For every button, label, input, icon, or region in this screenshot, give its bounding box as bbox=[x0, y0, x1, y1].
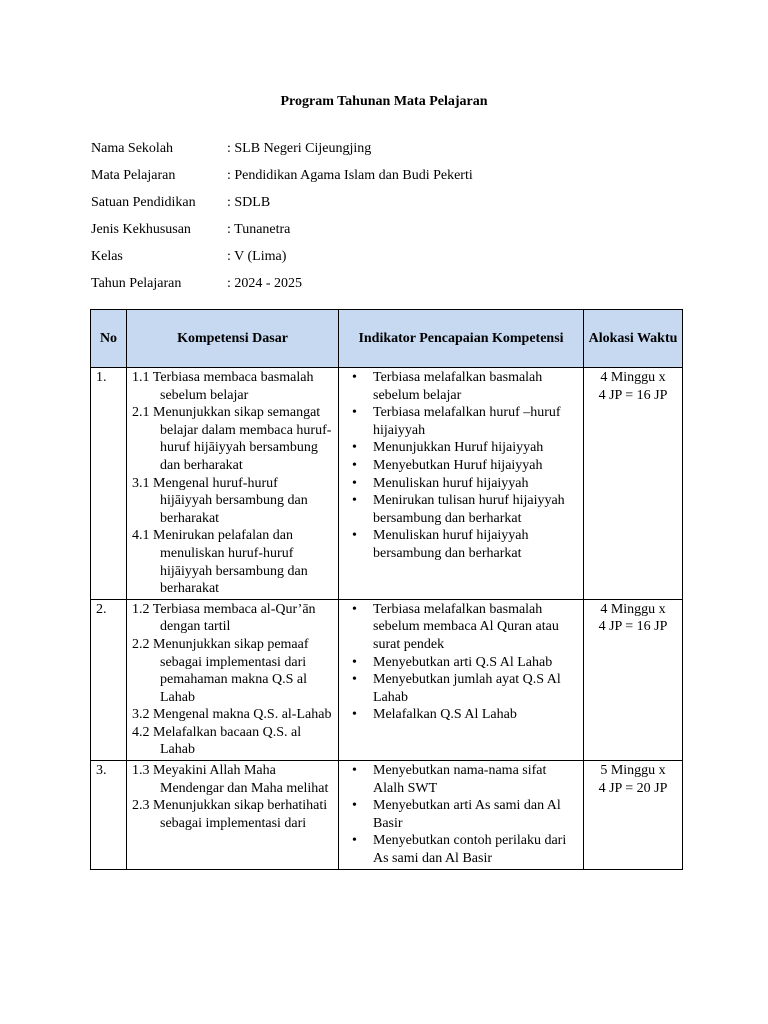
indikator-item: • Menyebutkan jumlah ayat Q.S Al Lahab bbox=[344, 671, 578, 706]
indikator-item: • Terbiasa melafalkan huruf –huruf hijaiyyah bbox=[344, 404, 578, 439]
kompetensi-dasar-cell bbox=[127, 599, 339, 760]
header-kompetensi-dasar: Kompetensi Dasar bbox=[127, 310, 339, 368]
kd-item: 4.1 Menirukan pelafalan dan menuliskan huruf-huruf hijāiyyah bersambung dan berharakat bbox=[132, 528, 308, 597]
kd-item: 3.1 Mengenal huruf-huruf hijāiyyah bersambung dan berharakat bbox=[132, 475, 308, 526]
info-value: : SLB Negeri Cijeungjing bbox=[227, 141, 372, 156]
kd-item: 2.1 Menunjukkan sikap semangat belajar dalam membaca huruf-huruf hijāiyyah bersambung dan berharakat bbox=[132, 405, 332, 473]
info-label: Mata Pelajaran bbox=[91, 168, 176, 183]
info-label: Jenis Kekhususan bbox=[91, 222, 191, 237]
table-row bbox=[91, 761, 683, 870]
indikator-item: • Melafalkan Q.S Al Lahab bbox=[344, 706, 578, 724]
indikator-item: • Menirukan tulisan huruf hijaiyyah bersambung dan berharkat bbox=[344, 492, 578, 527]
kd-item: 1.3 Meyakini Allah Maha Mendengar dan Maha melihat bbox=[132, 763, 329, 796]
indikator-cell bbox=[339, 368, 584, 600]
indikator-item: • Menuliskan huruf hijaiyyah bersambung dan berharkat bbox=[344, 527, 578, 562]
alokasi-line-2: 4 JP = 16 JP bbox=[598, 387, 668, 403]
alokasi-waktu-cell bbox=[584, 368, 683, 600]
row-number: 1. bbox=[91, 368, 127, 600]
kd-item: 2.2 Menunjukkan sikap pemaaf sebagai implementasi dari pemahaman makna Q.S al Lahab bbox=[132, 636, 309, 705]
school-info bbox=[91, 140, 473, 302]
row-number: 2. bbox=[91, 599, 127, 760]
info-value: : V (Lima) bbox=[227, 249, 287, 264]
info-row-jenis-kekhususan bbox=[91, 221, 473, 248]
page-title: Program Tahunan Mata Pelajaran bbox=[280, 94, 488, 109]
indikator-list bbox=[344, 369, 578, 563]
info-value: : Pendidikan Agama Islam dan Budi Pekerti bbox=[227, 168, 473, 183]
alokasi-line-1: 4 Minggu x bbox=[600, 601, 666, 617]
info-value: : Tunanetra bbox=[227, 222, 291, 237]
info-value: : SDLB bbox=[227, 195, 271, 210]
indikator-cell bbox=[339, 761, 584, 870]
indikator-item: • Menuliskan huruf hijaiyyah bbox=[344, 475, 578, 493]
indikator-cell bbox=[339, 599, 584, 760]
alokasi-line-1: 5 Minggu x bbox=[600, 763, 666, 779]
indikator-item: • Menunjukkan Huruf hijaiyyah bbox=[344, 439, 578, 457]
header-indikator: Indikator Pencapaian Kompetensi bbox=[339, 310, 584, 368]
indikator-list bbox=[344, 601, 578, 724]
kd-item: 1.2 Terbiasa membaca al-Qur’ān dengan tartil bbox=[132, 601, 316, 635]
header-no: No bbox=[91, 310, 127, 368]
alokasi-line-2: 4 JP = 16 JP bbox=[598, 619, 668, 635]
kd-item: 1.1 Terbiasa membaca basmalah sebelum belajar bbox=[132, 370, 314, 403]
info-row-mata-pelajaran bbox=[91, 167, 473, 194]
kd-item: 2.3 Menunjukkan sikap berhatihati sebagai implementasi dari bbox=[132, 798, 328, 831]
kd-item: 3.2 Mengenal makna Q.S. al-Lahab bbox=[132, 707, 332, 723]
info-row-kelas bbox=[91, 248, 473, 275]
alokasi-waktu-cell bbox=[584, 761, 683, 870]
table-header-row bbox=[91, 310, 683, 368]
info-label: Satuan Pendidikan bbox=[91, 195, 196, 210]
header-alokasi-waktu: Alokasi Waktu bbox=[584, 310, 683, 368]
indikator-item: • Menyebutkan contoh perilaku dari As sami dan Al Basir bbox=[344, 832, 578, 867]
info-row-satuan-pendidikan bbox=[91, 194, 473, 221]
alokasi-line-2: 4 JP = 20 JP bbox=[598, 780, 668, 796]
info-label: Nama Sekolah bbox=[91, 141, 174, 156]
program-table bbox=[90, 309, 683, 870]
indikator-item: • Menyebutkan Huruf hijaiyyah bbox=[344, 457, 578, 475]
info-row-nama-sekolah bbox=[91, 140, 473, 167]
info-label: Kelas bbox=[91, 249, 123, 264]
kd-item: 4.2 Melafalkan bacaan Q.S. al Lahab bbox=[132, 724, 302, 758]
indikator-list bbox=[344, 762, 578, 868]
alokasi-line-1: 4 Minggu x bbox=[600, 370, 666, 385]
info-row-tahun-pelajaran bbox=[91, 275, 473, 302]
indikator-item: • Menyebutkan arti As sami dan Al Basir bbox=[344, 797, 578, 832]
alokasi-waktu-cell bbox=[584, 599, 683, 760]
table-row bbox=[91, 368, 683, 600]
kompetensi-dasar-cell bbox=[127, 761, 339, 870]
kompetensi-dasar-cell bbox=[127, 368, 339, 600]
indikator-item: • Menyebutkan nama-nama sifat Alalh SWT bbox=[344, 762, 578, 797]
table-row bbox=[91, 599, 683, 760]
info-label: Tahun Pelajaran bbox=[91, 276, 182, 291]
row-number: 3. bbox=[91, 761, 127, 870]
indikator-item: • Menyebutkan arti Q.S Al Lahab bbox=[344, 654, 578, 672]
indikator-item: • Terbiasa melafalkan basmalah sebelum belajar bbox=[344, 369, 578, 404]
info-value: : 2024 - 2025 bbox=[227, 276, 303, 291]
indikator-item: • Terbiasa melafalkan basmalah sebelum membaca Al Quran atau surat pendek bbox=[344, 601, 578, 654]
